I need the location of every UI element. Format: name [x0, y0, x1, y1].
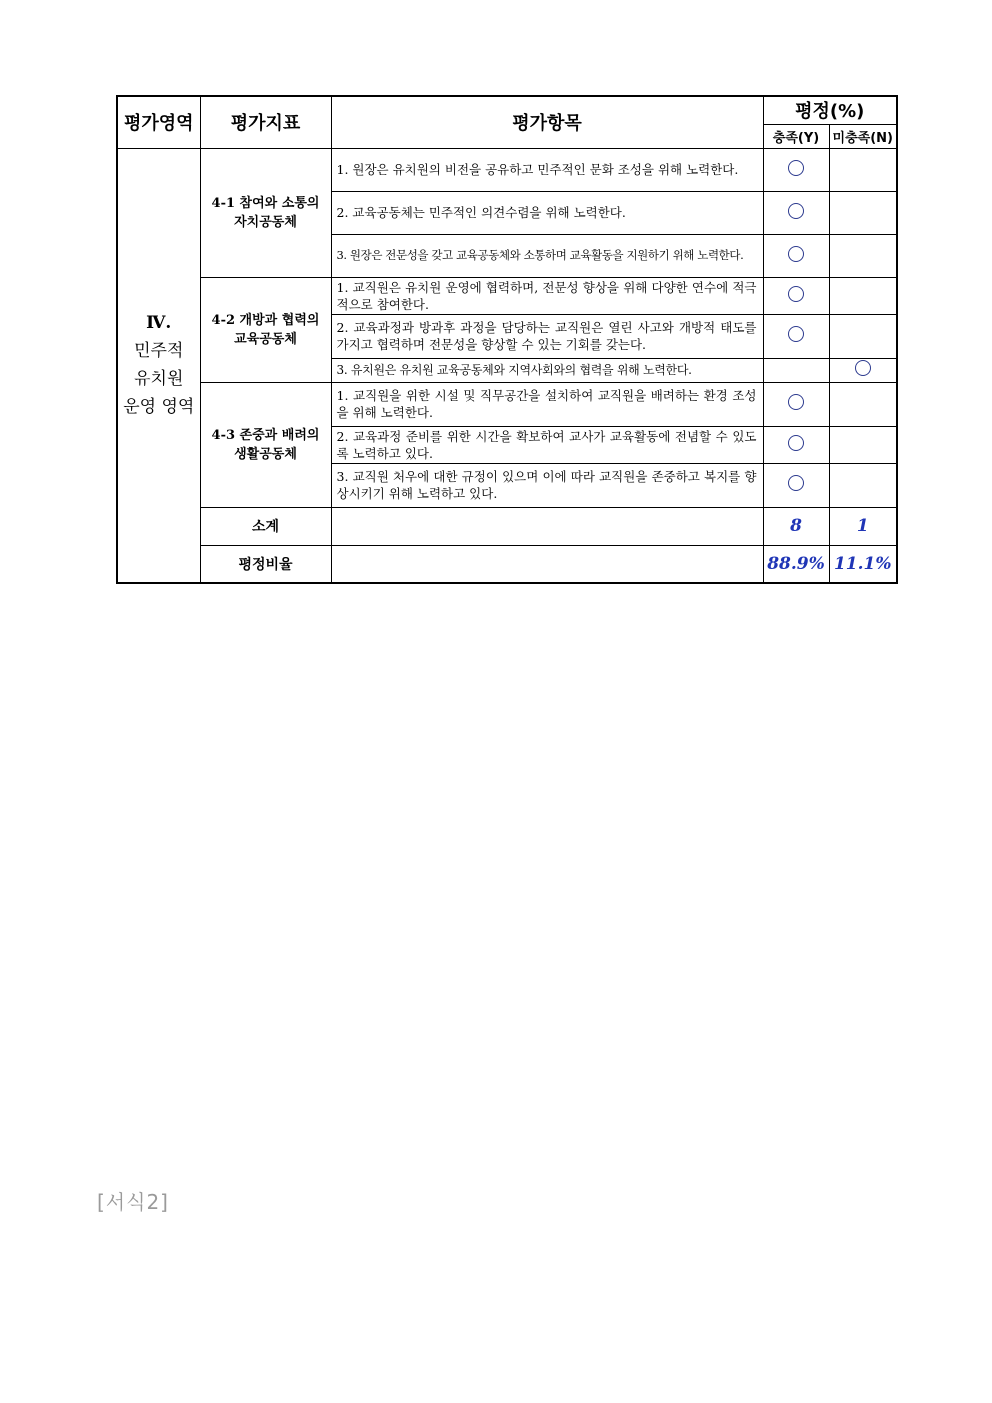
evaluation-table	[116, 95, 898, 584]
indicator-label: 4-1 참여와 소통의	[211, 195, 320, 211]
mark-no	[829, 148, 897, 191]
item-text: 1. 교직원은 유치원 운영에 협력하며, 전문성 향상을 위해 다양한 연수에 적극적으로 참여한다.	[331, 277, 763, 314]
ratio-yes: 88.9%	[763, 545, 829, 583]
mark-yes	[763, 463, 829, 507]
item-text: 2. 교육공동체는 민주적인 의견수렴을 위해 노력한다.	[331, 191, 763, 234]
mark-no	[829, 277, 897, 314]
indicator-4-3	[200, 382, 331, 507]
mark-yes	[763, 382, 829, 426]
mark-yes	[763, 148, 829, 191]
area-cell	[117, 148, 200, 583]
area-line: 유치원	[134, 369, 184, 390]
header-items: 평가항목	[331, 96, 763, 148]
header-no: 미충족(N)	[829, 124, 897, 148]
item-text: 3. 유치원은 유치원 교육공동체와 지역사회와의 협력을 위해 노력한다.	[331, 358, 763, 382]
item-text: 2. 교육과정 준비를 위한 시간을 확보하여 교사가 교육활동에 전념할 수 있도록 노력하고 있다.	[331, 426, 763, 463]
indicator-label: 4-2 개방과 협력의	[211, 312, 320, 328]
header-area: 평가영역	[117, 96, 200, 148]
mark-no	[829, 426, 897, 463]
header-indicator: 평가지표	[200, 96, 331, 148]
mark-yes	[763, 314, 829, 358]
header-rating: 평정(%)	[763, 96, 897, 124]
circle-mark-icon	[788, 435, 804, 451]
circle-mark-icon	[788, 246, 804, 262]
area-numeral: Ⅳ.	[146, 313, 172, 334]
form-label: [서식2]	[97, 1190, 169, 1214]
subtotal-label: 소계	[200, 507, 331, 545]
item-text: 3. 원장은 전문성을 갖고 교육공동체와 소통하며 교육활동을 지원하기 위해 노력한다.	[331, 234, 763, 277]
ratio-label: 평정비율	[200, 545, 331, 583]
mark-no	[829, 382, 897, 426]
item-text: 1. 원장은 유치원의 비전을 공유하고 민주적인 문화 조성을 위해 노력한다.	[331, 148, 763, 191]
item-text: 3. 교직원 처우에 대한 규정이 있으며 이에 따라 교직원을 존중하고 복지를 향상시키기 위해 노력하고 있다.	[331, 463, 763, 507]
area-line: 운영 영역	[123, 397, 195, 418]
subtotal-empty	[331, 507, 763, 545]
item-text: 1. 교직원을 위한 시설 및 직무공간을 설치하여 교직원을 배려하는 환경 조성을 위해 노력한다.	[331, 382, 763, 426]
circle-mark-icon	[788, 203, 804, 219]
subtotal-no: 1	[829, 507, 897, 545]
mark-yes	[763, 358, 829, 382]
circle-mark-icon	[788, 286, 804, 302]
mark-yes	[763, 277, 829, 314]
mark-yes	[763, 426, 829, 463]
mark-no	[829, 358, 897, 382]
header-yes: 충족(Y)	[763, 124, 829, 148]
area-line: 민주적	[134, 341, 184, 362]
indicator-label: 생활공동체	[234, 446, 297, 462]
mark-yes	[763, 234, 829, 277]
mark-no	[829, 314, 897, 358]
indicator-label: 교육공동체	[234, 331, 297, 347]
circle-mark-icon	[855, 360, 871, 376]
indicator-4-1	[200, 148, 331, 277]
indicator-4-2	[200, 277, 331, 382]
ratio-empty	[331, 545, 763, 583]
mark-yes	[763, 191, 829, 234]
indicator-label: 자치공동체	[234, 214, 297, 230]
mark-no	[829, 463, 897, 507]
circle-mark-icon	[788, 394, 804, 410]
mark-no	[829, 191, 897, 234]
circle-mark-icon	[788, 475, 804, 491]
circle-mark-icon	[788, 160, 804, 176]
item-text: 2. 교육과정과 방과후 과정을 담당하는 교직원은 열린 사고와 개방적 태도를 가지고 협력하며 전문성을 향상할 수 있는 기회를 갖는다.	[331, 314, 763, 358]
mark-no	[829, 234, 897, 277]
ratio-no: 11.1%	[829, 545, 897, 583]
subtotal-yes: 8	[763, 507, 829, 545]
indicator-label: 4-3 존중과 배려의	[211, 427, 320, 443]
circle-mark-icon	[788, 326, 804, 342]
